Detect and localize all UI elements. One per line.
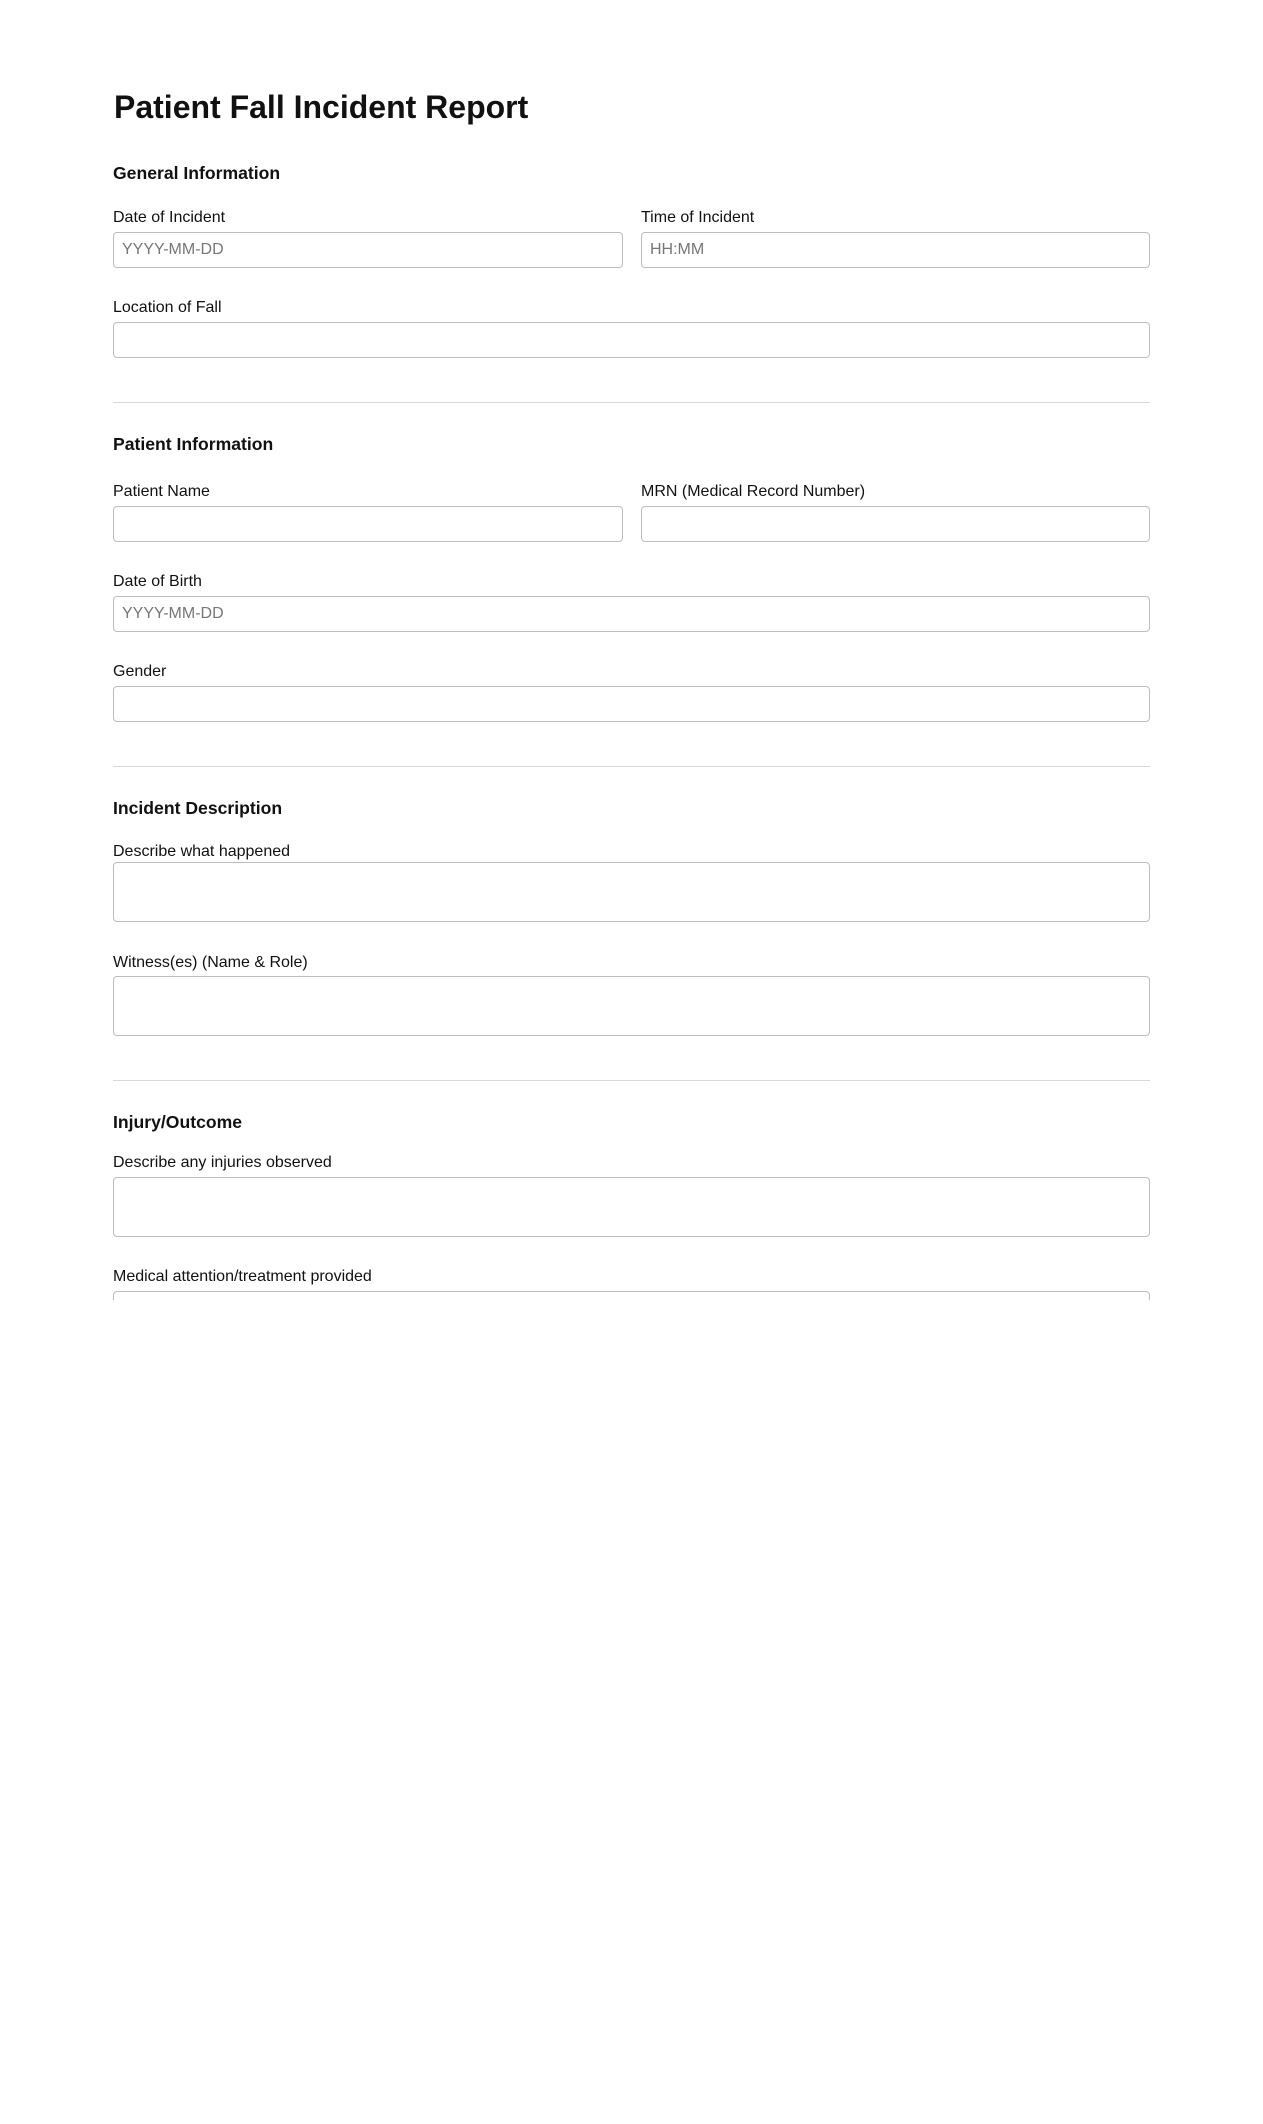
what-happened-textarea[interactable] bbox=[113, 862, 1150, 922]
injuries-observed-label: Describe any injuries observed bbox=[113, 1154, 332, 1171]
medical-attention-textarea[interactable] bbox=[113, 1291, 1150, 1300]
what-happened-label: Describe what happened bbox=[113, 843, 291, 860]
section-heading-patient: Patient Information bbox=[113, 434, 274, 454]
time-of-incident-label: Time of Incident bbox=[641, 209, 755, 226]
medical-attention-label: Medical attention/treatment provided bbox=[113, 1268, 372, 1285]
section-divider bbox=[113, 402, 1150, 403]
patient-name-input[interactable] bbox=[113, 506, 623, 542]
location-of-fall-input[interactable] bbox=[113, 322, 1150, 358]
patient-name-label: Patient Name bbox=[113, 483, 210, 500]
section-divider bbox=[113, 1080, 1150, 1081]
injuries-observed-textarea[interactable] bbox=[113, 1177, 1150, 1237]
section-heading-injury: Injury/Outcome bbox=[113, 1112, 243, 1132]
date-of-incident-input[interactable] bbox=[113, 232, 623, 268]
date-of-birth-input[interactable] bbox=[113, 596, 1150, 632]
witnesses-textarea[interactable] bbox=[113, 976, 1150, 1036]
date-of-incident-label: Date of Incident bbox=[113, 209, 226, 226]
date-of-birth-label: Date of Birth bbox=[113, 573, 202, 590]
section-heading-general: General Information bbox=[113, 163, 281, 183]
time-of-incident-input[interactable] bbox=[641, 232, 1150, 268]
section-heading-incident: Incident Description bbox=[113, 798, 283, 818]
witnesses-label: Witness(es) (Name & Role) bbox=[113, 954, 308, 971]
location-of-fall-label: Location of Fall bbox=[113, 299, 222, 316]
mrn-input[interactable] bbox=[641, 506, 1150, 542]
mrn-label: MRN (Medical Record Number) bbox=[641, 483, 866, 500]
section-divider bbox=[113, 766, 1150, 767]
page-title: Patient Fall Incident Report bbox=[114, 89, 529, 125]
gender-label: Gender bbox=[113, 663, 167, 680]
gender-input[interactable] bbox=[113, 686, 1150, 722]
